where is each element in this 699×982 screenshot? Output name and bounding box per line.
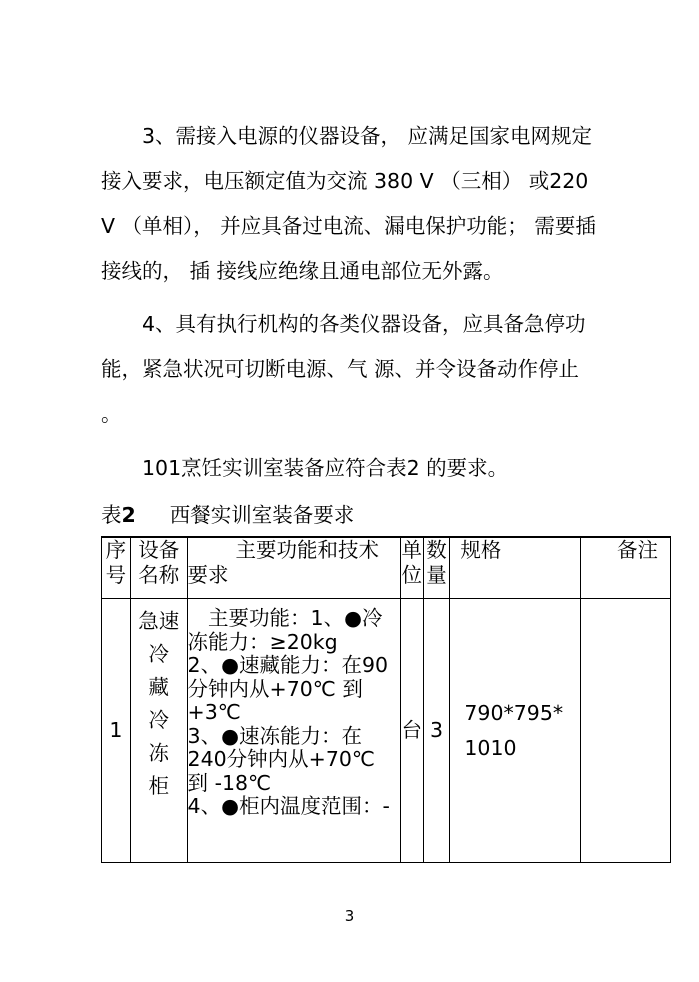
func-line: 冻能力：≥20kg: [187, 629, 338, 654]
func-line: 4、●柜内温度范围：-: [187, 794, 390, 818]
header-qty: [423, 537, 450, 599]
header-name: [130, 537, 187, 599]
header-text: 主要功能和技术: [235, 538, 380, 562]
cell-spec: [450, 599, 581, 863]
name-line: 柜: [148, 774, 169, 798]
header-unit: [400, 537, 423, 599]
text-line: 101烹饪实训室装备应符合表2 的要求。: [101, 456, 509, 480]
header-text: 单: [401, 538, 422, 562]
paragraph-4: [101, 302, 591, 437]
header-text: 号: [105, 563, 127, 587]
header-text: 量: [426, 563, 447, 587]
text-line: 4、具有执行机构的各类仪器设备，应具备急停功: [101, 312, 586, 336]
name-line: 藏: [148, 675, 169, 699]
name-line: 冷: [148, 642, 169, 666]
spec-line: 790*795*: [464, 700, 564, 725]
cell-seq: 1: [102, 599, 131, 863]
caption-number: 2: [121, 503, 136, 527]
func-line: 到 -18℃: [187, 770, 272, 795]
header-text: 要求: [187, 563, 229, 587]
text-line: 接线的， 插 接线应绝缘且通电部位无外露。: [101, 259, 504, 283]
cell-unit: 台: [400, 599, 423, 863]
header-text: 名称: [138, 563, 180, 587]
func-line: 2、●速藏能力：在90: [187, 653, 389, 677]
func-line: 分钟内从+70℃ 到: [187, 676, 363, 701]
text-line: 接入要求，电压额定值为交流 380 V （三相） 或220: [101, 169, 589, 193]
table-caption: [101, 500, 354, 530]
text-line: 3、需接入电源的仪器设备， 应满足国家电网规定: [101, 124, 593, 148]
func-line: 3、●速冻能力：在: [187, 723, 362, 748]
header-text: 数: [426, 538, 447, 562]
header-text: 设备: [138, 538, 180, 562]
header-spec: 规格: [450, 537, 581, 599]
text-line: V （单相）， 并应具备过电流、漏电保护功能； 需要插: [101, 214, 596, 238]
header-text: 位: [401, 563, 422, 587]
name-line: 冷: [148, 708, 169, 732]
header-text: 序: [105, 538, 127, 562]
caption-label: 表: [101, 503, 122, 527]
cell-func: [187, 599, 400, 863]
cell-note: [581, 599, 671, 863]
text-line: 能，紧急状况可切断电源、气 源、并令设备动作停止: [101, 357, 580, 381]
cell-qty: 3: [423, 599, 450, 863]
name-line: 冻: [148, 741, 169, 765]
func-line: 240分钟内从+70℃: [187, 747, 375, 771]
name-line: 急速: [138, 609, 180, 633]
header-func: [187, 537, 400, 599]
func-line: 主要功能：1、●冷: [187, 606, 383, 630]
page-number: 3: [344, 907, 355, 925]
table-header-row: [102, 537, 671, 599]
text-line: 。: [101, 402, 122, 426]
header-seq: [102, 537, 131, 599]
caption-title: 西餐实训室装备要求: [169, 503, 355, 527]
func-line: +3℃: [187, 700, 241, 724]
spec-line: 1010: [464, 735, 517, 760]
paragraph-3: [101, 114, 596, 294]
equipment-table: [101, 536, 671, 863]
cell-name: [130, 599, 187, 863]
paragraph-5: [101, 446, 591, 491]
header-note: 备注: [581, 537, 671, 599]
table-row: [102, 599, 671, 863]
